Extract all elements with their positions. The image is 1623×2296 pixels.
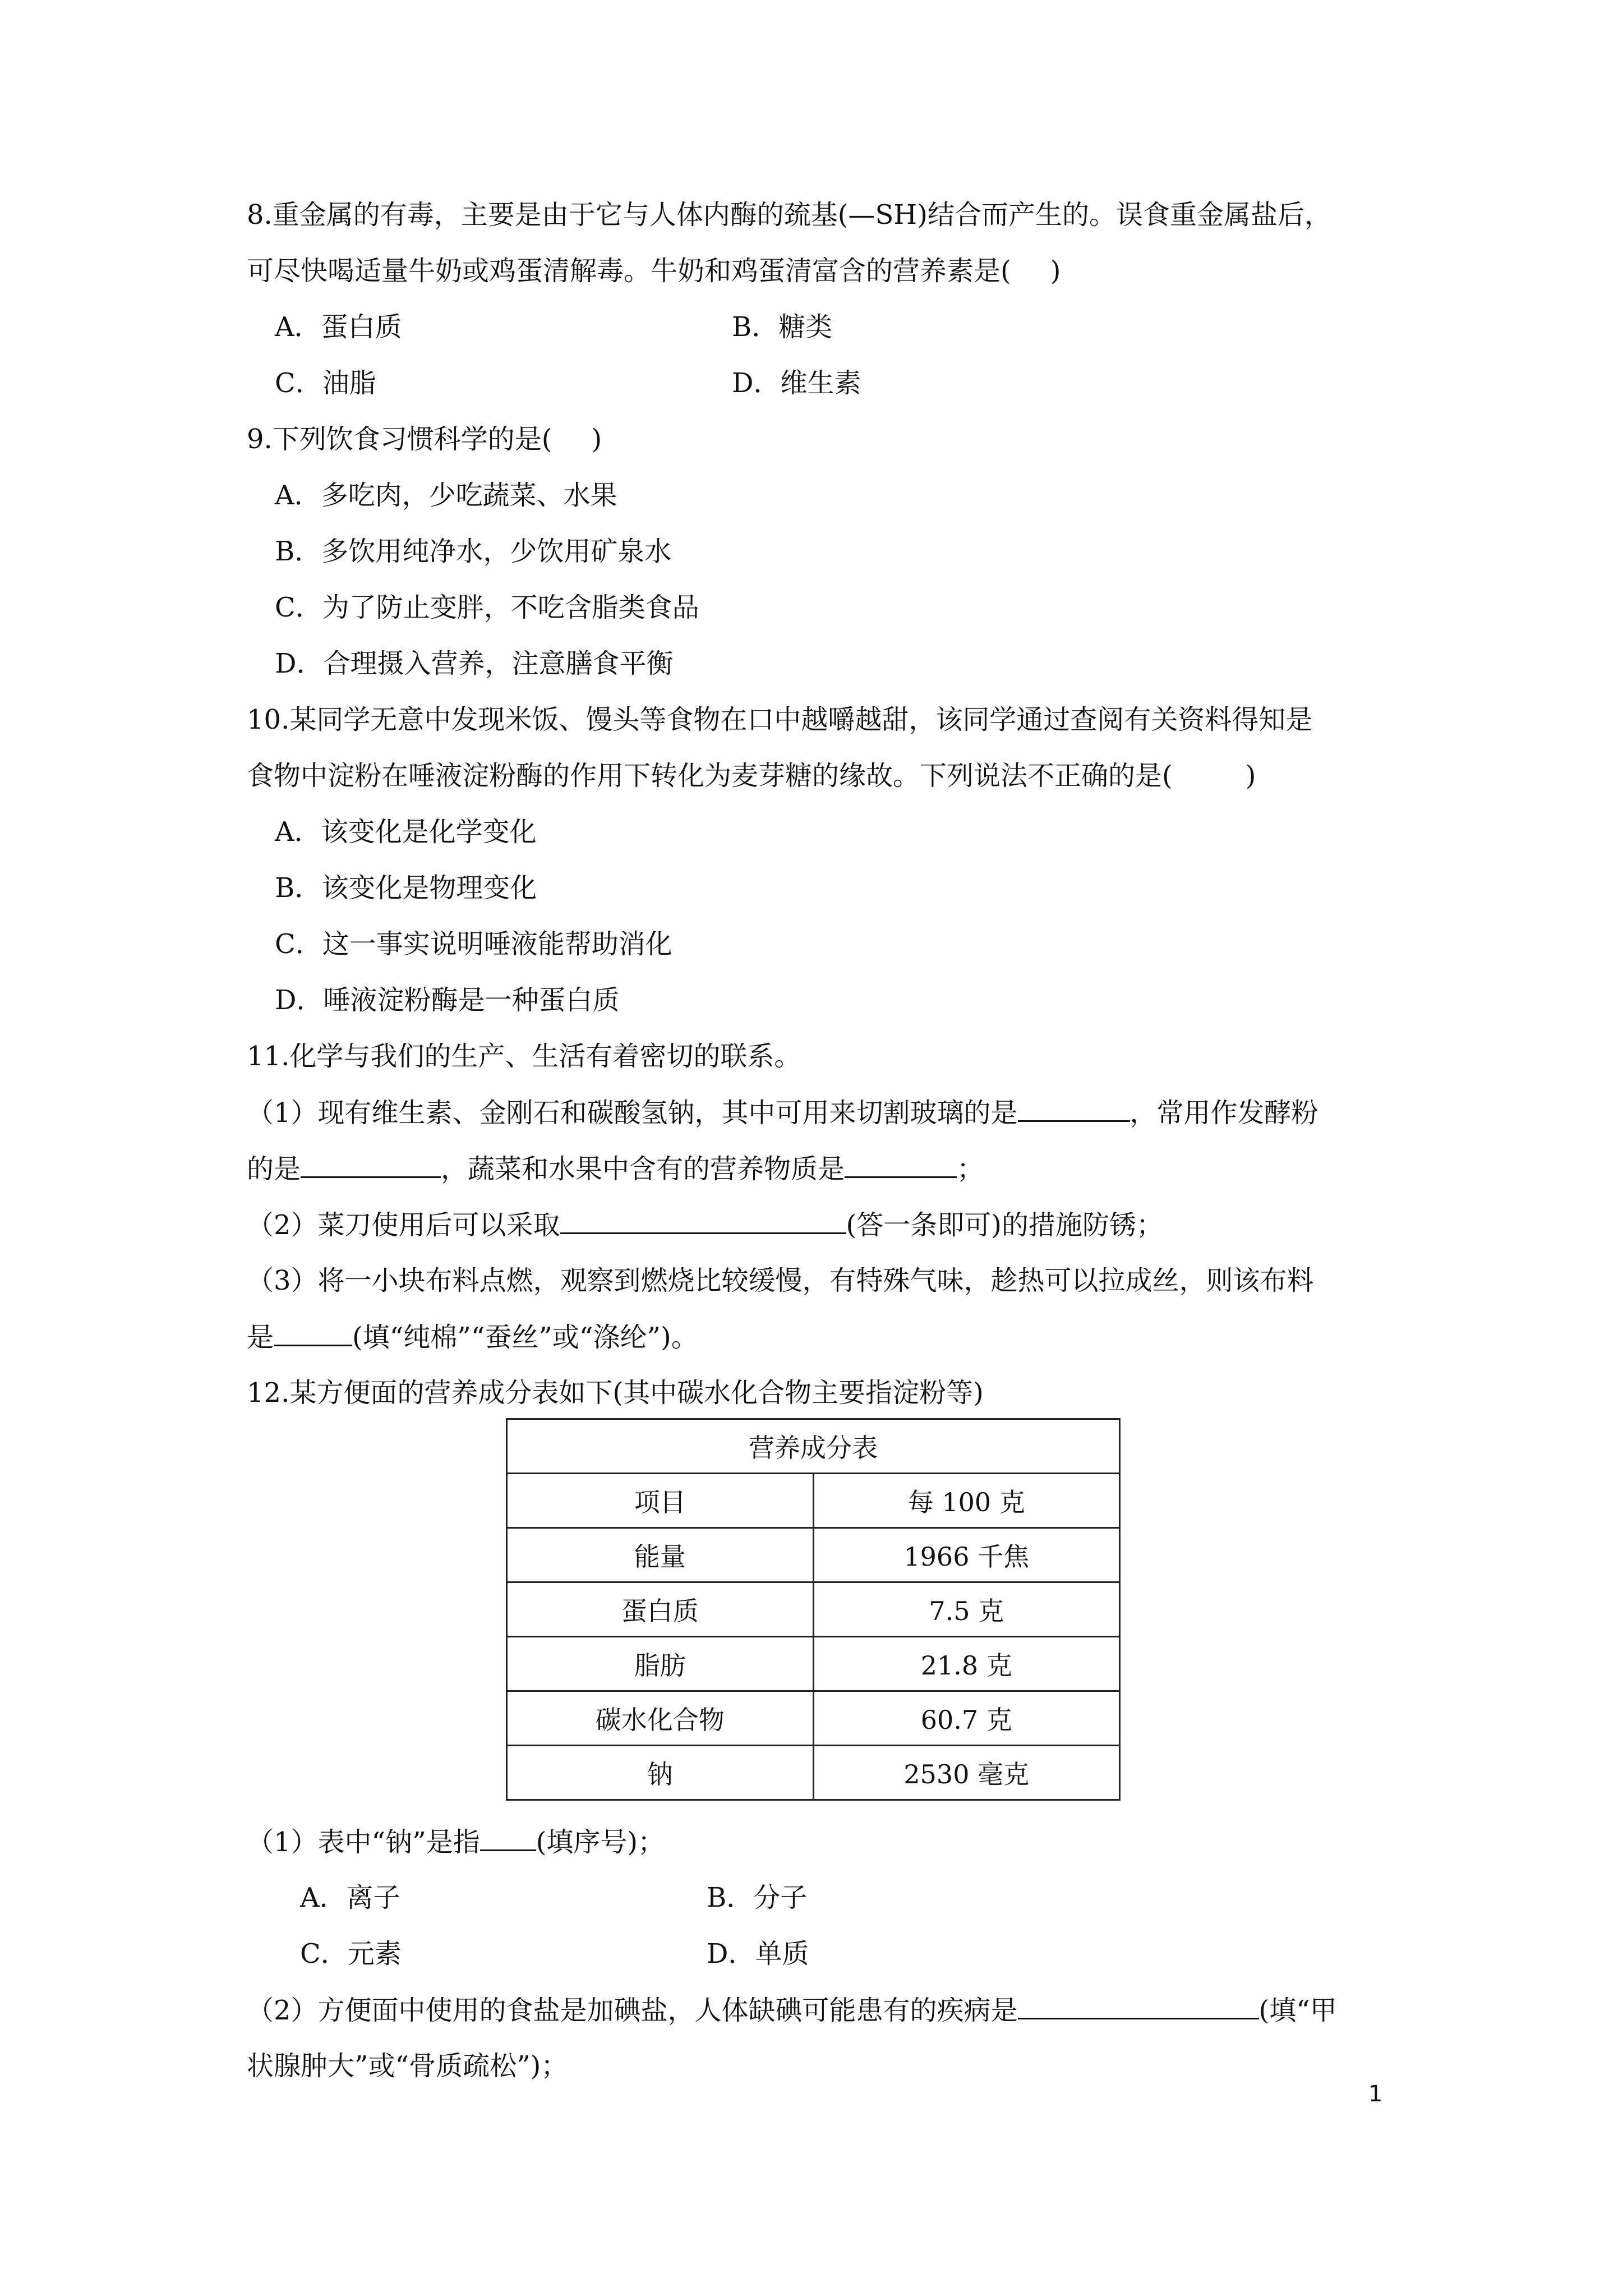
q10-option-a: A．该变化是化学变化 <box>275 816 537 848</box>
page-number: 1 <box>1368 2081 1383 2107</box>
q9-option-b: B．多饮用纯净水，少饮用矿泉水 <box>275 536 672 567</box>
table-cell: 能量 <box>507 1528 814 1582</box>
table-header-cell: 每 100 克 <box>813 1474 1120 1528</box>
q12-part2-line1: （2）方便面中使用的食盐是加碘盐，人体缺碘可能患有的疾病是 (填“甲 <box>247 1993 1337 2027</box>
q8-line2: 可尽快喝适量牛奶或鸡蛋清解毒。牛奶和鸡蛋清富含的营养素是( ) <box>247 255 1061 287</box>
table-cell: 钠 <box>507 1746 814 1800</box>
q10-option-b: B．该变化是物理变化 <box>275 872 537 904</box>
q8-line1: 8.重金属的有毒，主要是由于它与人体内酶的巯基(—SH)结合而产生的。误食重金属盐后， <box>247 199 1331 231</box>
table-title-row <box>507 1419 1120 1474</box>
q9-option-d: D．合理摄入营养，注意膳食平衡 <box>275 648 674 679</box>
table-cell: 1966 千焦 <box>813 1528 1120 1582</box>
q9-option-c: C．为了防止变胖，不吃含脂类食品 <box>275 592 699 623</box>
q12-option-d: D．单质 <box>707 1938 809 1970</box>
answer-blank[interactable] <box>1018 1096 1130 1122</box>
q10-line1: 10.某同学无意中发现米饭、馒头等食物在口中越嚼越甜，该同学通过查阅有关资料得知是 <box>247 704 1313 735</box>
q9-option-a: A．多吃肉，少吃蔬菜、水果 <box>275 480 617 511</box>
table-row <box>507 1746 1120 1800</box>
q9-stem: 9.下列饮食习惯科学的是( ) <box>247 424 602 455</box>
answer-blank[interactable] <box>845 1152 957 1178</box>
q10-option-d: D．唾液淀粉酶是一种蛋白质 <box>275 984 620 1016</box>
q11-part1-line2: 的是 ，蔬菜和水果中含有的营养物质是 ； <box>247 1152 984 1186</box>
answer-blank[interactable] <box>560 1208 846 1234</box>
table-cell: 碳水化合物 <box>507 1691 814 1746</box>
q12-part2-line2: 状腺肿大”或“骨质疏松”)； <box>247 2050 568 2082</box>
q11-part3-line1: （3）将一小块布料点燃，观察到燃烧比较缓慢，有特殊气味，趁热可以拉成丝，则该布料 <box>247 1265 1314 1296</box>
nutrition-table <box>506 1418 1121 1801</box>
q8-option-b: B．糖类 <box>732 311 833 343</box>
answer-blank[interactable] <box>480 1825 536 1851</box>
q12-option-b: B．分子 <box>707 1882 808 1913</box>
table-cell: 7.5 克 <box>813 1582 1120 1637</box>
q12-part1: （1）表中“钠”是指 (填序号)； <box>247 1825 665 1859</box>
q10-line2: 食物中淀粉在唾液淀粉酶的作用下转化为麦芽糖的缘故。下列说法不正确的是( ) <box>247 760 1256 792</box>
q12-option-a: A．离子 <box>300 1882 400 1913</box>
q12-option-c: C．元素 <box>300 1938 402 1970</box>
answer-blank[interactable] <box>274 1320 352 1346</box>
q8-option-d: D．维生素 <box>732 367 861 399</box>
q11-part2: （2）菜刀使用后可以采取 (答一条即可)的措施防锈； <box>247 1208 1163 1242</box>
table-cell: 2530 毫克 <box>813 1746 1120 1800</box>
answer-blank[interactable] <box>1018 1993 1259 2019</box>
table-cell: 21.8 克 <box>813 1637 1120 1691</box>
table-title: 营养成分表 <box>507 1419 1120 1474</box>
table-cell: 脂肪 <box>507 1637 814 1691</box>
q11-part3-line2: 是 (填“纯棉”“蚕丝”或“涤纶”)。 <box>247 1320 698 1354</box>
table-cell: 蛋白质 <box>507 1582 814 1637</box>
q8-option-c: C．油脂 <box>275 367 376 399</box>
q8-option-a: A．蛋白质 <box>275 311 402 343</box>
table-row <box>507 1528 1120 1582</box>
answer-blank[interactable] <box>301 1152 441 1178</box>
table-row <box>507 1691 1120 1746</box>
q12-stem: 12.某方便面的营养成分表如下(其中碳水化合物主要指淀粉等) <box>247 1377 984 1409</box>
table-cell: 60.7 克 <box>813 1691 1120 1746</box>
table-header-row <box>507 1474 1120 1528</box>
table-row <box>507 1582 1120 1637</box>
q10-option-c: C．这一事实说明唾液能帮助消化 <box>275 928 672 960</box>
q11-part1-line1: （1）现有维生素、金刚石和碳酸氢钠，其中可用来切割玻璃的是 ，常用作发酵粉 <box>247 1096 1318 1130</box>
q11-stem: 11.化学与我们的生产、生活有着密切的联系。 <box>247 1041 801 1072</box>
table-header-cell: 项目 <box>507 1474 814 1528</box>
table-row <box>507 1637 1120 1691</box>
